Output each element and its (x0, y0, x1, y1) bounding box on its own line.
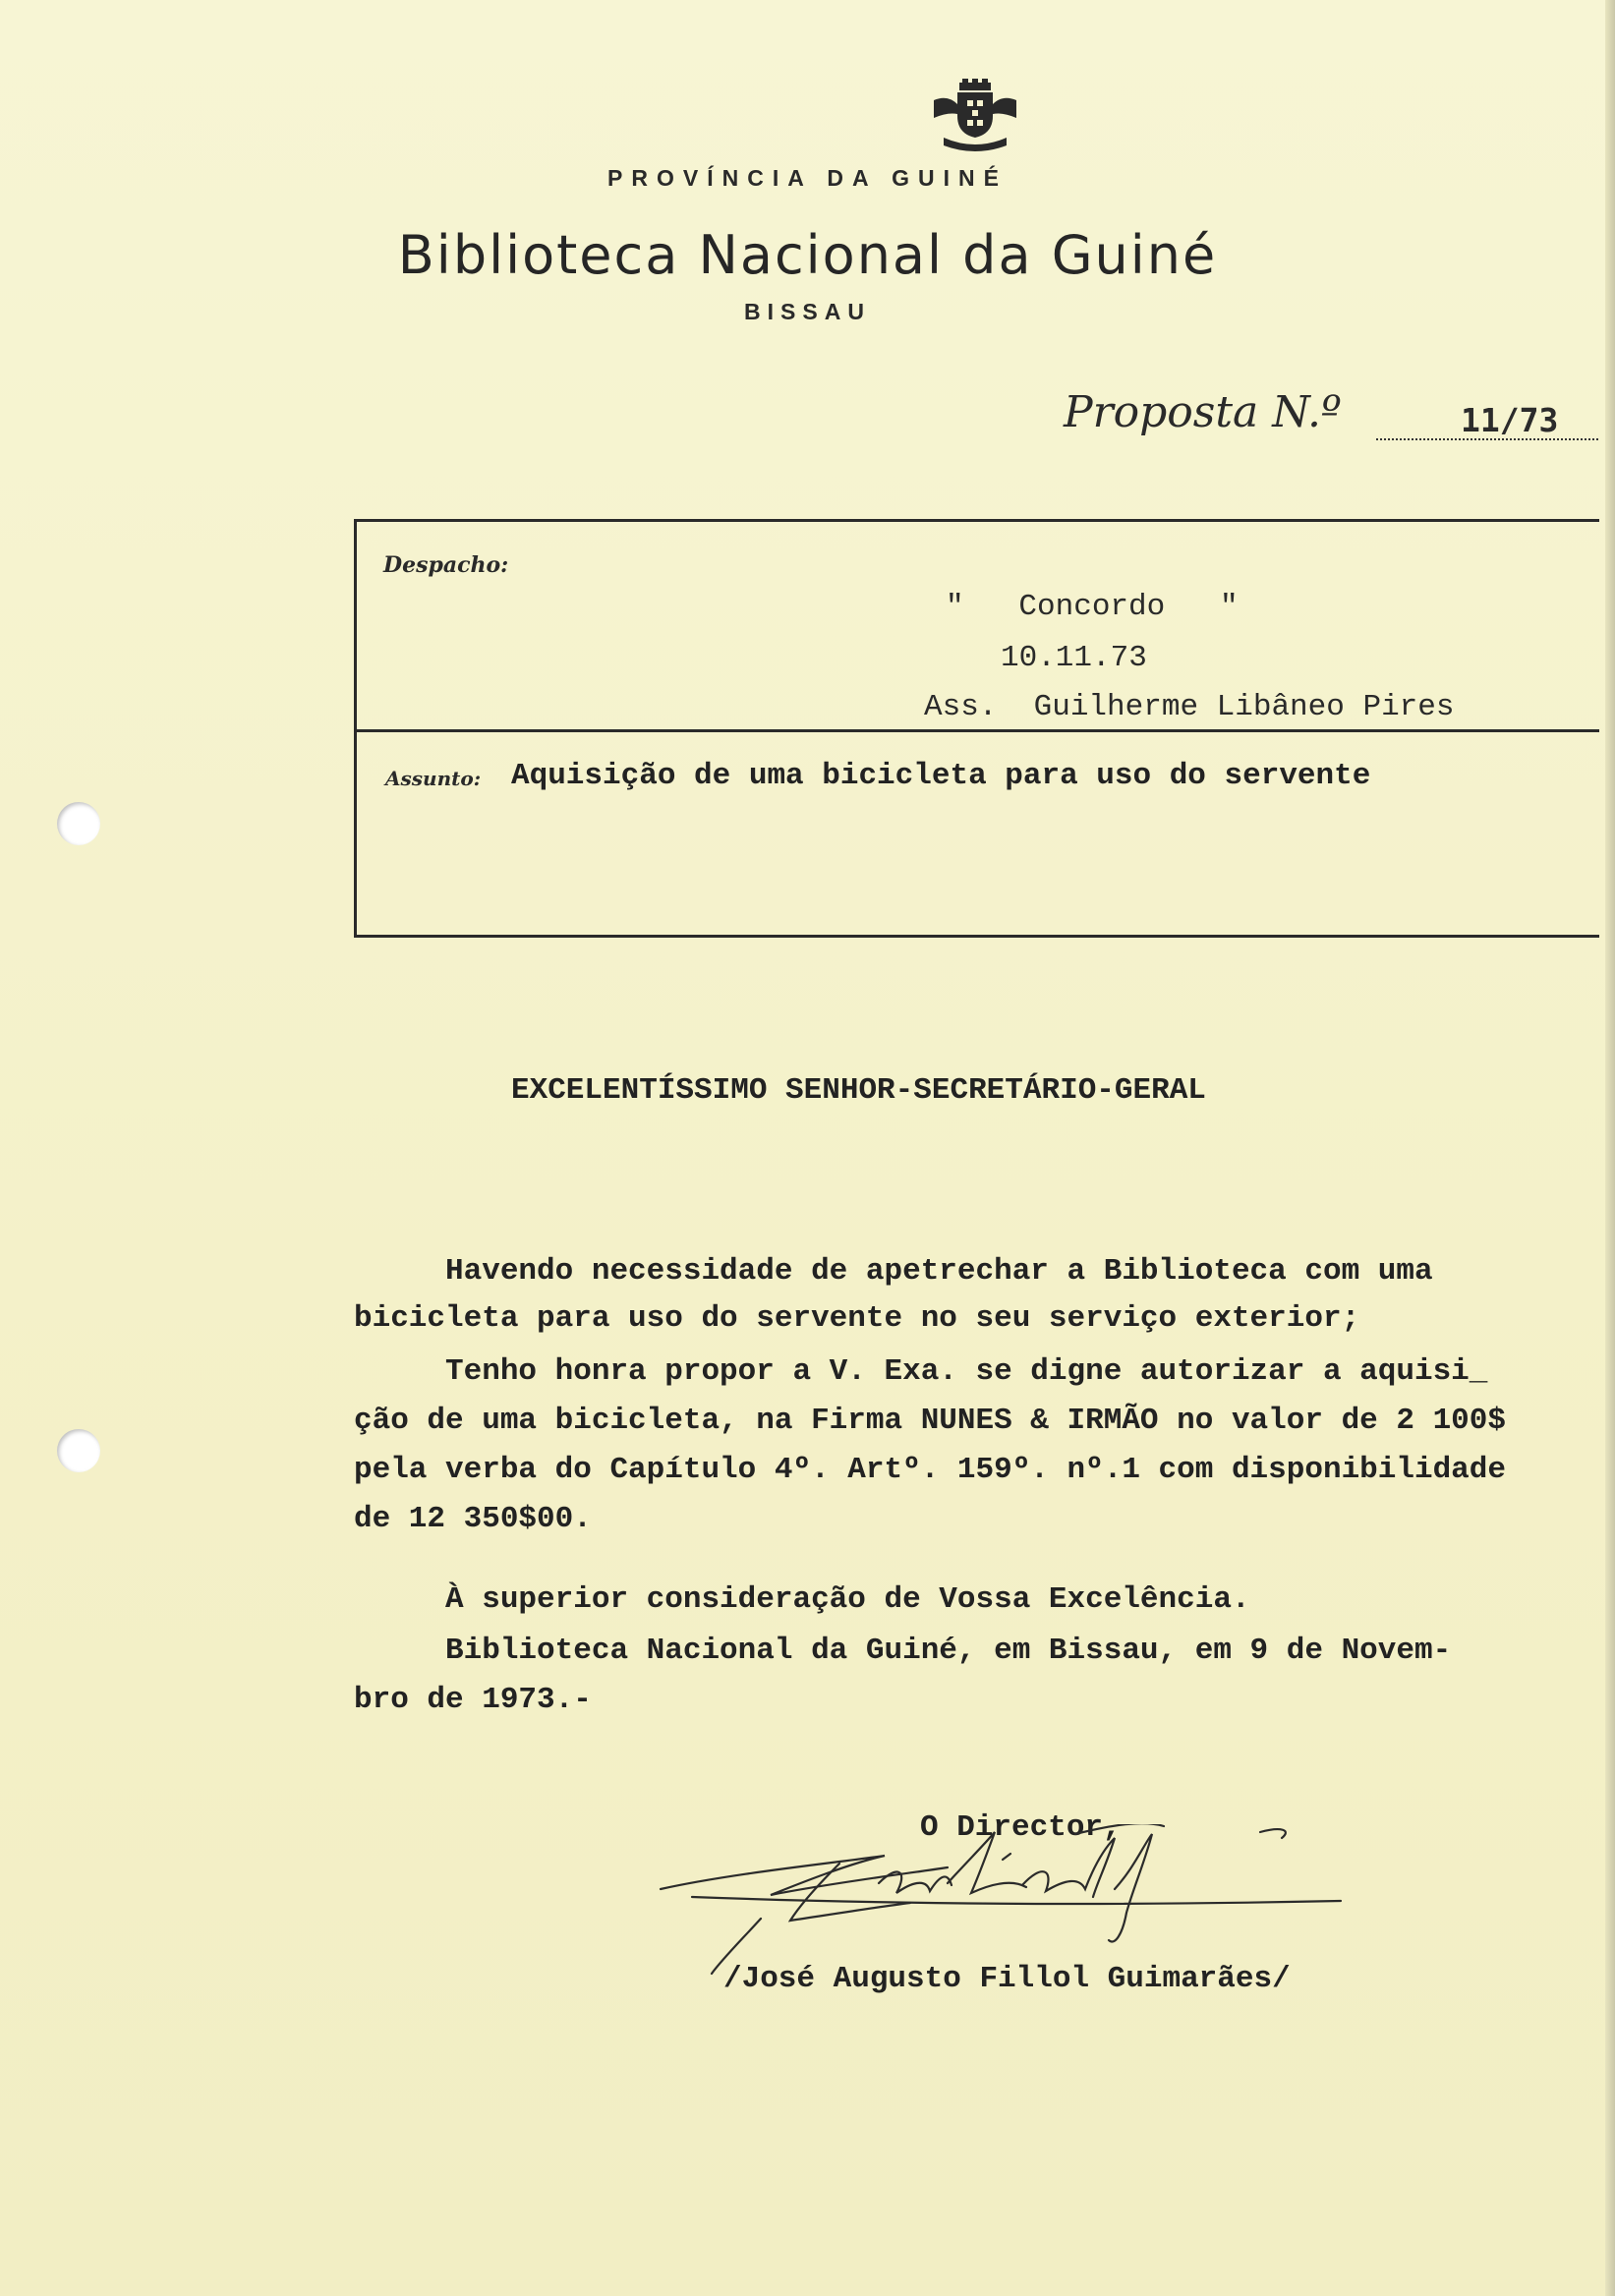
coat-of-arms-icon (930, 79, 1020, 153)
subject-label: Assunto: (385, 767, 482, 790)
letter-line: pela verba do Capítulo 4º. Artº. 159º. nº.1 com disponibilidade (354, 1453, 1506, 1487)
letter-line: À superior consideração de Vossa Excelência. (354, 1582, 1250, 1617)
closing-line: O Director, (920, 1810, 1122, 1845)
dispatch-decision: " Concordo " (946, 590, 1239, 624)
letter-line: bro de 1973.- (354, 1683, 592, 1717)
city-heading: BISSAU (744, 299, 871, 324)
dispatch-date: 10.11.73 (1001, 641, 1147, 675)
letter-line: bicicleta para uso do servente no seu serviço exterior; (354, 1301, 1360, 1336)
proposal-label: Proposta N.º (1064, 387, 1342, 437)
punch-hole-top (57, 802, 100, 845)
subject-text: Aquisição de uma bicicleta para uso do servente (511, 759, 1371, 793)
handwritten-signature (653, 1824, 1360, 1981)
letter-line: ção de uma bicicleta, na Firma NUNES & IRMÃO no valor de 2 100$ (354, 1404, 1506, 1438)
letter-line: Biblioteca Nacional da Guiné, em Bissau, em 9 de Novem- (354, 1634, 1452, 1668)
proposal-number: 11/73 (1461, 401, 1559, 439)
dispatch-label: Despacho: (383, 552, 509, 578)
box-divider (354, 729, 1599, 732)
page-edge (1605, 0, 1615, 2296)
dispatch-signature: Ass. Guilherme Libâneo Pires (924, 690, 1455, 724)
institution-title: Biblioteca Nacional da Guiné (397, 224, 1218, 286)
salutation: EXCELENTÍSSIMO SENHOR-SECRETÁRIO-GERAL (511, 1073, 1206, 1108)
province-heading: PROVÍNCIA DA GUINÉ (607, 165, 1008, 191)
letter-line: de 12 350$00. (354, 1502, 592, 1536)
letter-line: Havendo necessidade de apetrechar a Biblioteca com uma (354, 1254, 1433, 1289)
letter-line: Tenho honra propor a V. Exa. se digne autorizar a aquisi_ (354, 1354, 1488, 1389)
dispatch-subject-box (354, 519, 1599, 938)
signatory-name: /José Augusto Fillol Guimarães/ (723, 1962, 1291, 1996)
punch-hole-bottom (57, 1429, 100, 1472)
